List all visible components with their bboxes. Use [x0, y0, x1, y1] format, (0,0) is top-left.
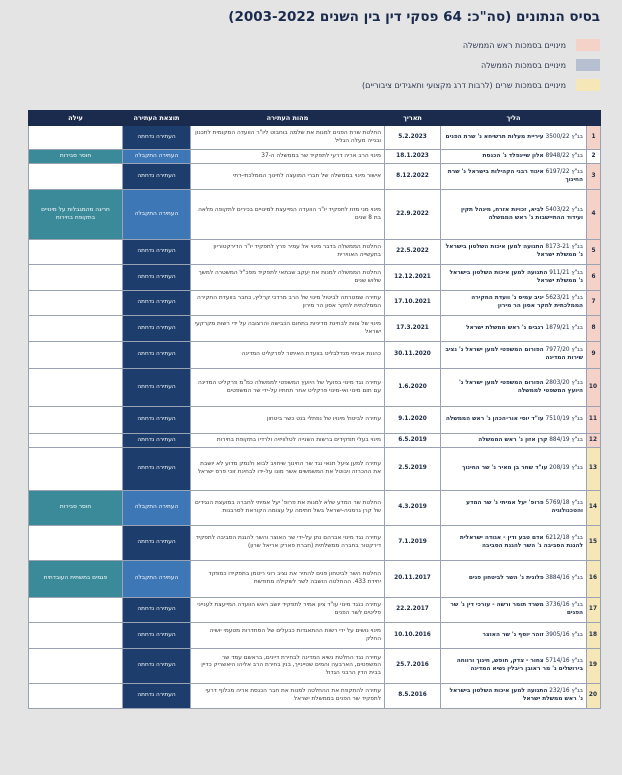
court-case-cell: [441, 448, 587, 491]
petition-essence: אישור מינוי בממשלה של חברי המועצה לחינוך הממלכתי-דתי: [191, 164, 385, 190]
row-number: 18: [587, 623, 601, 649]
legend-item-pm: [40, 38, 600, 52]
court-case-cell: [441, 598, 587, 623]
table-body: [29, 126, 601, 709]
row-number: 14: [587, 491, 601, 526]
case-number: בג"ץ 7977/20: [545, 347, 583, 354]
col-header-num: [587, 111, 601, 126]
petition-essence: החלטת שר המדע שלא למנות את פרופ' יעל אמיתי לחברה במועצת הנגידים של קרן גרמניה-ישראל בשל חתימה על עצומה הקוראת לסרבנות: [191, 491, 385, 526]
petition-essence: מינוי הרב אריה דרעי לתפקיד שר בממשלה ה-37: [191, 150, 385, 164]
petition-essence: עתירה כנגד מינוי עו"ד ציון אמיר לתפקיד יושב ראש הוועדה המייעצת לענייני פליטים לשר הפנים: [191, 598, 385, 623]
petition-reason: חוסר סבירות: [29, 150, 123, 164]
court-case-cell: [441, 369, 587, 407]
court-case-cell: [441, 526, 587, 561]
row-number: 7: [587, 291, 601, 316]
row-number: 10: [587, 369, 601, 407]
case-number: בג"ץ 911/21: [549, 269, 583, 276]
table-row: [29, 126, 601, 150]
ruling-date: 4.3.2019: [385, 491, 441, 526]
case-parties: צחור - צדק, חופש, חינוך ורווחה בירושלים נ' מר ראובן ריבלין נשיא המדינה: [456, 658, 583, 672]
ruling-date: 2.5.2019: [385, 448, 441, 491]
table-row: [29, 265, 601, 291]
petition-result: העתירה נדחתה: [123, 240, 191, 265]
ruling-date: 6.5.2019: [385, 434, 441, 448]
court-case-cell: [441, 316, 587, 342]
court-case-cell: [441, 491, 587, 526]
case-number: בג"ץ 3905/16: [545, 631, 583, 638]
ruling-date: 12.12.2021: [385, 265, 441, 291]
petition-essence: החלטת הממשלה בדבר מינוי אל עמיר פרץ לתפקיד יו"ר הדירקטוריון בתעשייה האווירית: [191, 240, 385, 265]
ruling-date: 7.1.2019: [385, 526, 441, 561]
table-row: [29, 150, 601, 164]
col-header-reason: עילה: [29, 111, 123, 126]
case-number: בג"ץ 7510/19: [545, 416, 583, 423]
petition-reason: [29, 342, 123, 369]
case-parties: הפורום המשפטי למען ישראל נ' היועץ המשפטי לממשלה: [458, 379, 583, 394]
col-header-court: הליך: [441, 111, 587, 126]
case-parties: עיריית מעלות תרשיחא נ' שרת הפנים: [445, 133, 544, 140]
legend-item-minister: [40, 78, 600, 92]
court-case-cell: [441, 265, 587, 291]
case-parties: משרד תומר ורשה - עורכי דין נ' שר הפנים: [450, 602, 583, 616]
ruling-date: 20.11.2017: [385, 561, 441, 598]
petition-essence: החלטת הממשלה למנות את יעקב שבתאי לתפקיד מפכ"ל המשטרה למשך שלוש שנים: [191, 265, 385, 291]
court-case-cell: [441, 342, 587, 369]
case-parties: אלון שיינפלד נ' הכנסת: [482, 152, 544, 159]
court-case-cell: [441, 434, 587, 448]
case-number: בג"ץ 232/16: [549, 688, 583, 695]
table-row: [29, 342, 601, 369]
petition-result: העתירה התקבלה: [123, 491, 191, 526]
ruling-date: 22.2.2017: [385, 598, 441, 623]
petition-result: העתירה נדחתה: [123, 316, 191, 342]
case-parties: זוהר יוסף נ' שר האוצר: [482, 631, 544, 638]
petition-result: העתירה נדחתה: [123, 526, 191, 561]
court-case-cell: [441, 150, 587, 164]
legend-label: מינויים בסמכות ראש הממשלה: [462, 40, 566, 50]
case-number: בג"ץ 8948/22: [545, 152, 583, 159]
case-number: בג"ץ 1879/21: [545, 324, 583, 331]
court-case-cell: [441, 649, 587, 684]
case-parties: עו"ד יוסי אור-הכהן נ' ראש הממשלה: [445, 416, 544, 423]
table-row: [29, 561, 601, 598]
table-row: [29, 684, 601, 709]
petition-result: העתירה נדחתה: [123, 649, 191, 684]
case-number: בג"ץ 5714/16: [545, 658, 583, 665]
petition-essence: עתירה נגד החלטת נשיא המדינה לבחירת דיינים, בראשם עמד שר המשפטים, הארבעה והמים שטיינייך, בנין בחירת הרב אליהו היאשריק כדיין בבית הדין הרבני הגדול: [191, 649, 385, 684]
petition-essence: מינוי נושים על ידי רשות ההתאגדות כבעלים של הסתדרות מטעמי יושיה החלק: [191, 623, 385, 649]
petition-result: העתירה נדחתה: [123, 434, 191, 448]
table-row: [29, 407, 601, 434]
case-parties: קרן אזון נ' ראש הממשלה: [478, 436, 548, 443]
row-number: 19: [587, 649, 601, 684]
petition-essence: עתירה למען ציעל תנאי נגד שר החינוך שיחויב לבוא ולנמק מדוע לא יושבת את ההכרזה ויבוטל את המשמשים אשר מונו על-ידו לבחינת זוכי פרס ישראל: [191, 448, 385, 491]
ruling-date: 10.10.2016: [385, 623, 441, 649]
table-row: [29, 598, 601, 623]
case-parties: רגבים נ' ראש ממשלת ישראל: [466, 324, 544, 331]
legend-label: מינויים בסמכות שרים (לרבות דרג מקצועי ותאגידים ציבוריים): [362, 80, 566, 90]
case-number: בג"ץ 2803/20: [545, 379, 583, 386]
ruling-date: 17.10.2021: [385, 291, 441, 316]
legend-item-government: [40, 58, 600, 72]
petition-essence: עתירה להתקפת את ההחלטה למנות את חבר הכנסת אריה מכלוף דרעי לתפקיד שר הפנים בממשלת ישראל: [191, 684, 385, 709]
case-parties: עו"ד שחר בן מאיר נ' שר החינוך: [462, 465, 548, 472]
case-number: בג"ץ 5769/18: [545, 500, 583, 507]
petition-result: העתירה נדחתה: [123, 342, 191, 369]
table-row: [29, 623, 601, 649]
case-number: בג"ץ 884/19: [549, 436, 583, 443]
case-parties: התנועה למען איכות השלטון בישראל נ' ממשלת ישראל: [449, 269, 583, 284]
petition-result: העתירה נדחתה: [123, 448, 191, 491]
legend-swatch-minister: [576, 79, 600, 91]
row-number: 8: [587, 316, 601, 342]
petition-reason: [29, 240, 123, 265]
case-number: בג"ץ 8173-21: [545, 244, 583, 251]
case-parties: התנועה למען איכות השלטון בישראל נ' ממשלת ישראל: [445, 244, 583, 258]
col-header-result: תוצאת העתירה: [123, 111, 191, 126]
petition-reason: [29, 623, 123, 649]
petition-essence: מינוי בעלי תפקידים ברשות השנייה לטלוויזיה ולרדיו בתקופת בחירות: [191, 434, 385, 448]
table-row: [29, 434, 601, 448]
petition-result: העתירה נדחתה: [123, 265, 191, 291]
court-case-cell: [441, 684, 587, 709]
row-number: 6: [587, 265, 601, 291]
table-row: [29, 291, 601, 316]
col-header-date: תאריך: [385, 111, 441, 126]
ruling-date: 22.5.2022: [385, 240, 441, 265]
petition-result: העתירה נדחתה: [123, 164, 191, 190]
case-parties: לביא, זכויות אזרח, מינהל תקין ועידוד ההתיישבות נ' ראש הממשלה: [461, 206, 583, 221]
petition-essence: מינוי של צוות לבחינת מדיניות בתחום הכבישה והרצובה על ידי רשות מקרקעי ישראל: [191, 316, 385, 342]
petition-result: העתירה נדחתה: [123, 126, 191, 150]
rulings-table: [28, 110, 601, 709]
case-parties: יניב עמיס נ' וועדת החקירה הממלכתית לחקר אסון הר מירון: [471, 295, 583, 309]
row-number: 17: [587, 598, 601, 623]
petition-essence: עתירה נגד מינוי אברהם נתן על-ידי שר האוצר והשר להגנת הסביבה לתפקיד דירקטור בחברה ממשלתית (חברת פארק אריאל שרון): [191, 526, 385, 561]
page-title: בסיס הנתונים (סה"כ: 64 פסקי דין בין השנים 2003-2022): [228, 9, 600, 25]
table-row: [29, 240, 601, 265]
petition-essence: עתירה לביטול מינויו של נפתלי בנט כשר ביטחון: [191, 407, 385, 434]
court-case-cell: [441, 623, 587, 649]
row-number: 15: [587, 526, 601, 561]
petition-reason: [29, 526, 123, 561]
petition-result: העתירה נדחתה: [123, 598, 191, 623]
petition-reason: [29, 316, 123, 342]
case-parties: הפורום המשפטי למען ישראל נ' נציב שירות המדינה: [445, 347, 583, 361]
petition-result: העתירה נדחתה: [123, 369, 191, 407]
row-number: 5: [587, 240, 601, 265]
row-number: 9: [587, 342, 601, 369]
case-parties: איגוד רבני הקהילות בישראל נ' שרת החינוך: [447, 168, 583, 183]
petition-essence: עתירה נגד מינוי בפועל של היועץ המשפטי לממשלה כמ"מ פרקליט המדינה עם תום מינוי ואי-מינוי פרקליט אחר תחתיו על-ידי שר המשפטים: [191, 369, 385, 407]
ruling-date: 9.1.2020: [385, 407, 441, 434]
petition-essence: מינוי מני מזוז לתפקיד יו"ר הוועדה המייעצת למינויים בכירים לתקופה מלאה בת 8 שנים: [191, 190, 385, 240]
row-number: 2: [587, 150, 601, 164]
petition-result: העתירה נדחתה: [123, 623, 191, 649]
petition-result: העתירה נדחתה: [123, 407, 191, 434]
table-row: [29, 448, 601, 491]
petition-reason: [29, 649, 123, 684]
table-row: [29, 316, 601, 342]
row-number: 12: [587, 434, 601, 448]
case-number: בג"ץ 3884/16: [545, 575, 583, 582]
petition-result: העתירה התקבלה: [123, 150, 191, 164]
court-case-cell: [441, 164, 587, 190]
court-case-cell: [441, 240, 587, 265]
row-number: 4: [587, 190, 601, 240]
row-number: 20: [587, 684, 601, 709]
petition-reason: [29, 369, 123, 407]
case-number: בג"ץ 208/19: [549, 465, 583, 472]
case-number: בג"ץ 5403/22: [545, 206, 583, 213]
legend-swatch-pm: [576, 39, 600, 51]
row-number: 13: [587, 448, 601, 491]
petition-reason: [29, 265, 123, 291]
petition-reason: חוסר סבירות: [29, 491, 123, 526]
table-header-row: [29, 111, 601, 126]
court-case-cell: [441, 291, 587, 316]
case-number: בג"ץ 6197/22: [545, 168, 583, 175]
ruling-date: 22.9.2022: [385, 190, 441, 240]
petition-result: העתירה נדחתה: [123, 291, 191, 316]
petition-reason: [29, 434, 123, 448]
petition-essence: החלטת שרת הפנים למנות את שלמה בוחבוט ליו"ר הוועדה המקומית לתכנון ובנייה מעלה הגליל: [191, 126, 385, 150]
petition-reason: [29, 407, 123, 434]
ruling-date: 8.5.2016: [385, 684, 441, 709]
ruling-date: 1.6.2020: [385, 369, 441, 407]
case-number: בג"ץ 5623/21: [545, 295, 583, 302]
petition-result: העתירה התקבלה: [123, 190, 191, 240]
row-number: 16: [587, 561, 601, 598]
petition-result: העתירה נדחתה: [123, 684, 191, 709]
petition-essence: עתירה שמטרתה לביטול מינוי של הרב מרדכי קרליץ, כחבר בוועדת החקירה הממלכתית לחקר אסון הר מירון: [191, 291, 385, 316]
table-row: [29, 164, 601, 190]
petition-reason: חריגה מהמגבלות על מינויים בתקופת בחירות: [29, 190, 123, 240]
court-case-cell: [441, 561, 587, 598]
petition-reason: [29, 291, 123, 316]
petition-essence: כהונת אביחי מנדלבליט בוועדת האיתור לפרקליט המדינה: [191, 342, 385, 369]
case-parties: פרופ' יעל אמיתי נ' שר המדע והטכנולוגיה: [466, 500, 583, 514]
ruling-date: 17.3.2021: [385, 316, 441, 342]
table-row: [29, 526, 601, 561]
petition-reason: [29, 164, 123, 190]
court-case-cell: [441, 190, 587, 240]
petition-reason: [29, 448, 123, 491]
court-case-cell: [441, 126, 587, 150]
table-row: [29, 649, 601, 684]
case-parties: התנועה למען איכות השלטון בישראל נ' ראש ממשלת ישראל: [449, 688, 583, 702]
table-row: [29, 369, 601, 407]
table-row: [29, 190, 601, 240]
table-row: [29, 491, 601, 526]
legend-swatch-government: [576, 59, 600, 71]
row-number: 11: [587, 407, 601, 434]
ruling-date: 5.2.2023: [385, 126, 441, 150]
row-number: 3: [587, 164, 601, 190]
ruling-date: 25.7.2016: [385, 649, 441, 684]
court-case-cell: [441, 407, 587, 434]
ruling-date: 30.11.2020: [385, 342, 441, 369]
petition-reason: [29, 126, 123, 150]
legend: [40, 38, 600, 98]
case-number: בג"ץ 6212/18: [545, 535, 583, 542]
case-number: בג"ץ 3500/22: [545, 133, 583, 140]
petition-result: העתירה התקבלה: [123, 561, 191, 598]
petition-reason: [29, 598, 123, 623]
row-number: 1: [587, 126, 601, 150]
case-parties: פלונית נ' השר לביטחון פנים: [468, 575, 544, 582]
ruling-date: 8.12.2022: [385, 164, 441, 190]
petition-essence: החלטת השר לביטחון פנים להתיר את נציב רוני ריטמן בתפקידו כמפקד יחידת 433. ההחלטה הושבה לשר לשקילה מחודשת: [191, 561, 385, 598]
petition-reason: [29, 684, 123, 709]
col-header-essence: מהות העתירה: [191, 111, 385, 126]
legend-label: מינויים בסמכות הממשלה: [480, 60, 566, 70]
case-parties: אדם טבע ודין - אגודה ישראלית להגנת הסביבה נ' השר להגנת הסביבה: [459, 535, 583, 549]
ruling-date: 18.1.2023: [385, 150, 441, 164]
petition-reason: פגמים בתשתית העובדתית: [29, 561, 123, 598]
case-number: בג"ץ 3736/16: [545, 602, 583, 609]
